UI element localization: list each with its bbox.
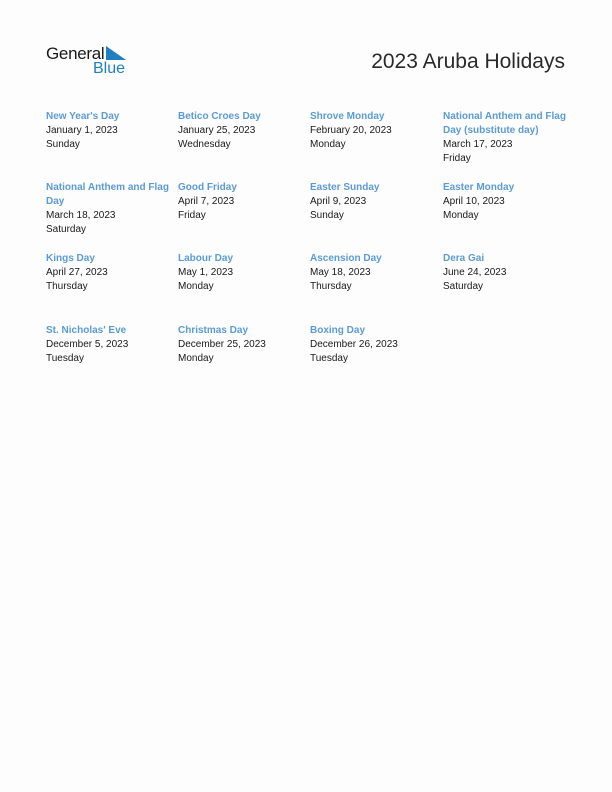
holiday-weekday: Wednesday: [178, 139, 231, 150]
holiday-weekday: Sunday: [310, 210, 344, 221]
holiday-date: January 25, 2023: [178, 125, 256, 136]
holiday-name: Christmas Day: [178, 325, 249, 336]
holiday-date: April 9, 2023: [310, 196, 367, 207]
holiday-item: [46, 324, 174, 366]
holiday-name: National Anthem and Flag Day: [46, 182, 169, 207]
holiday-date: December 26, 2023: [310, 339, 398, 350]
page-title: 2023 Aruba Holidays: [371, 50, 565, 73]
holiday-name: Easter Sunday: [310, 182, 380, 193]
holiday-item: [443, 252, 571, 294]
holiday-weekday: Monday: [310, 139, 346, 150]
holiday-weekday: Monday: [178, 281, 214, 292]
holiday-item: [310, 181, 438, 223]
holiday-item: [443, 181, 571, 223]
holiday-date: April 27, 2023: [46, 267, 108, 278]
holiday-item: [46, 181, 174, 237]
holiday-item: [310, 110, 438, 152]
holiday-date: May 1, 2023: [178, 267, 234, 278]
holiday-name: National Anthem and Flag Day (substitute day): [443, 111, 566, 136]
holiday-item: [178, 181, 306, 223]
holiday-item: [310, 324, 438, 366]
holiday-name: Ascension Day: [310, 253, 382, 264]
logo-text-general: General: [46, 44, 105, 63]
holiday-name: New Year's Day: [46, 111, 120, 122]
holiday-name: Kings Day: [46, 253, 95, 264]
holiday-date: March 18, 2023: [46, 210, 116, 221]
holiday-item: [46, 110, 174, 152]
logo-text-blue: Blue: [93, 60, 126, 77]
holiday-weekday: Thursday: [46, 281, 88, 292]
holiday-date: April 10, 2023: [443, 196, 505, 207]
holiday-item: [310, 252, 438, 294]
holiday-date: March 17, 2023: [443, 139, 513, 150]
holiday-item: [178, 324, 306, 366]
holiday-name: Shrove Monday: [310, 111, 385, 122]
holiday-item: [443, 110, 575, 166]
holiday-date: February 20, 2023: [310, 125, 392, 136]
holiday-date: April 7, 2023: [178, 196, 235, 207]
holiday-weekday: Friday: [443, 153, 471, 164]
holiday-date: January 1, 2023: [46, 125, 118, 136]
holiday-name: Labour Day: [178, 253, 234, 264]
holiday-weekday: Tuesday: [310, 353, 348, 364]
holiday-weekday: Monday: [178, 353, 214, 364]
holiday-weekday: Saturday: [443, 281, 484, 292]
holiday-weekday: Monday: [443, 210, 479, 221]
holiday-name: Boxing Day: [310, 325, 366, 336]
holiday-weekday: Tuesday: [46, 353, 84, 364]
holiday-item: [46, 252, 174, 294]
holiday-weekday: Friday: [178, 210, 206, 221]
holiday-date: December 5, 2023: [46, 339, 129, 350]
holiday-item: [178, 110, 306, 152]
holiday-weekday: Thursday: [310, 281, 352, 292]
holiday-name: St. Nicholas' Eve: [46, 325, 127, 336]
holiday-date: June 24, 2023: [443, 267, 507, 278]
logo-triangle-icon: [106, 46, 126, 60]
holiday-name: Dera Gai: [443, 253, 485, 264]
holiday-weekday: Sunday: [46, 139, 80, 150]
holiday-item: [178, 252, 306, 294]
holiday-name: Betico Croes Day: [178, 111, 261, 122]
holiday-name: Good Friday: [178, 182, 237, 193]
holiday-date: May 18, 2023: [310, 267, 371, 278]
holiday-date: December 25, 2023: [178, 339, 266, 350]
brand-logo: [46, 44, 130, 78]
holiday-name: Easter Monday: [443, 182, 515, 193]
holiday-weekday: Saturday: [46, 224, 87, 235]
